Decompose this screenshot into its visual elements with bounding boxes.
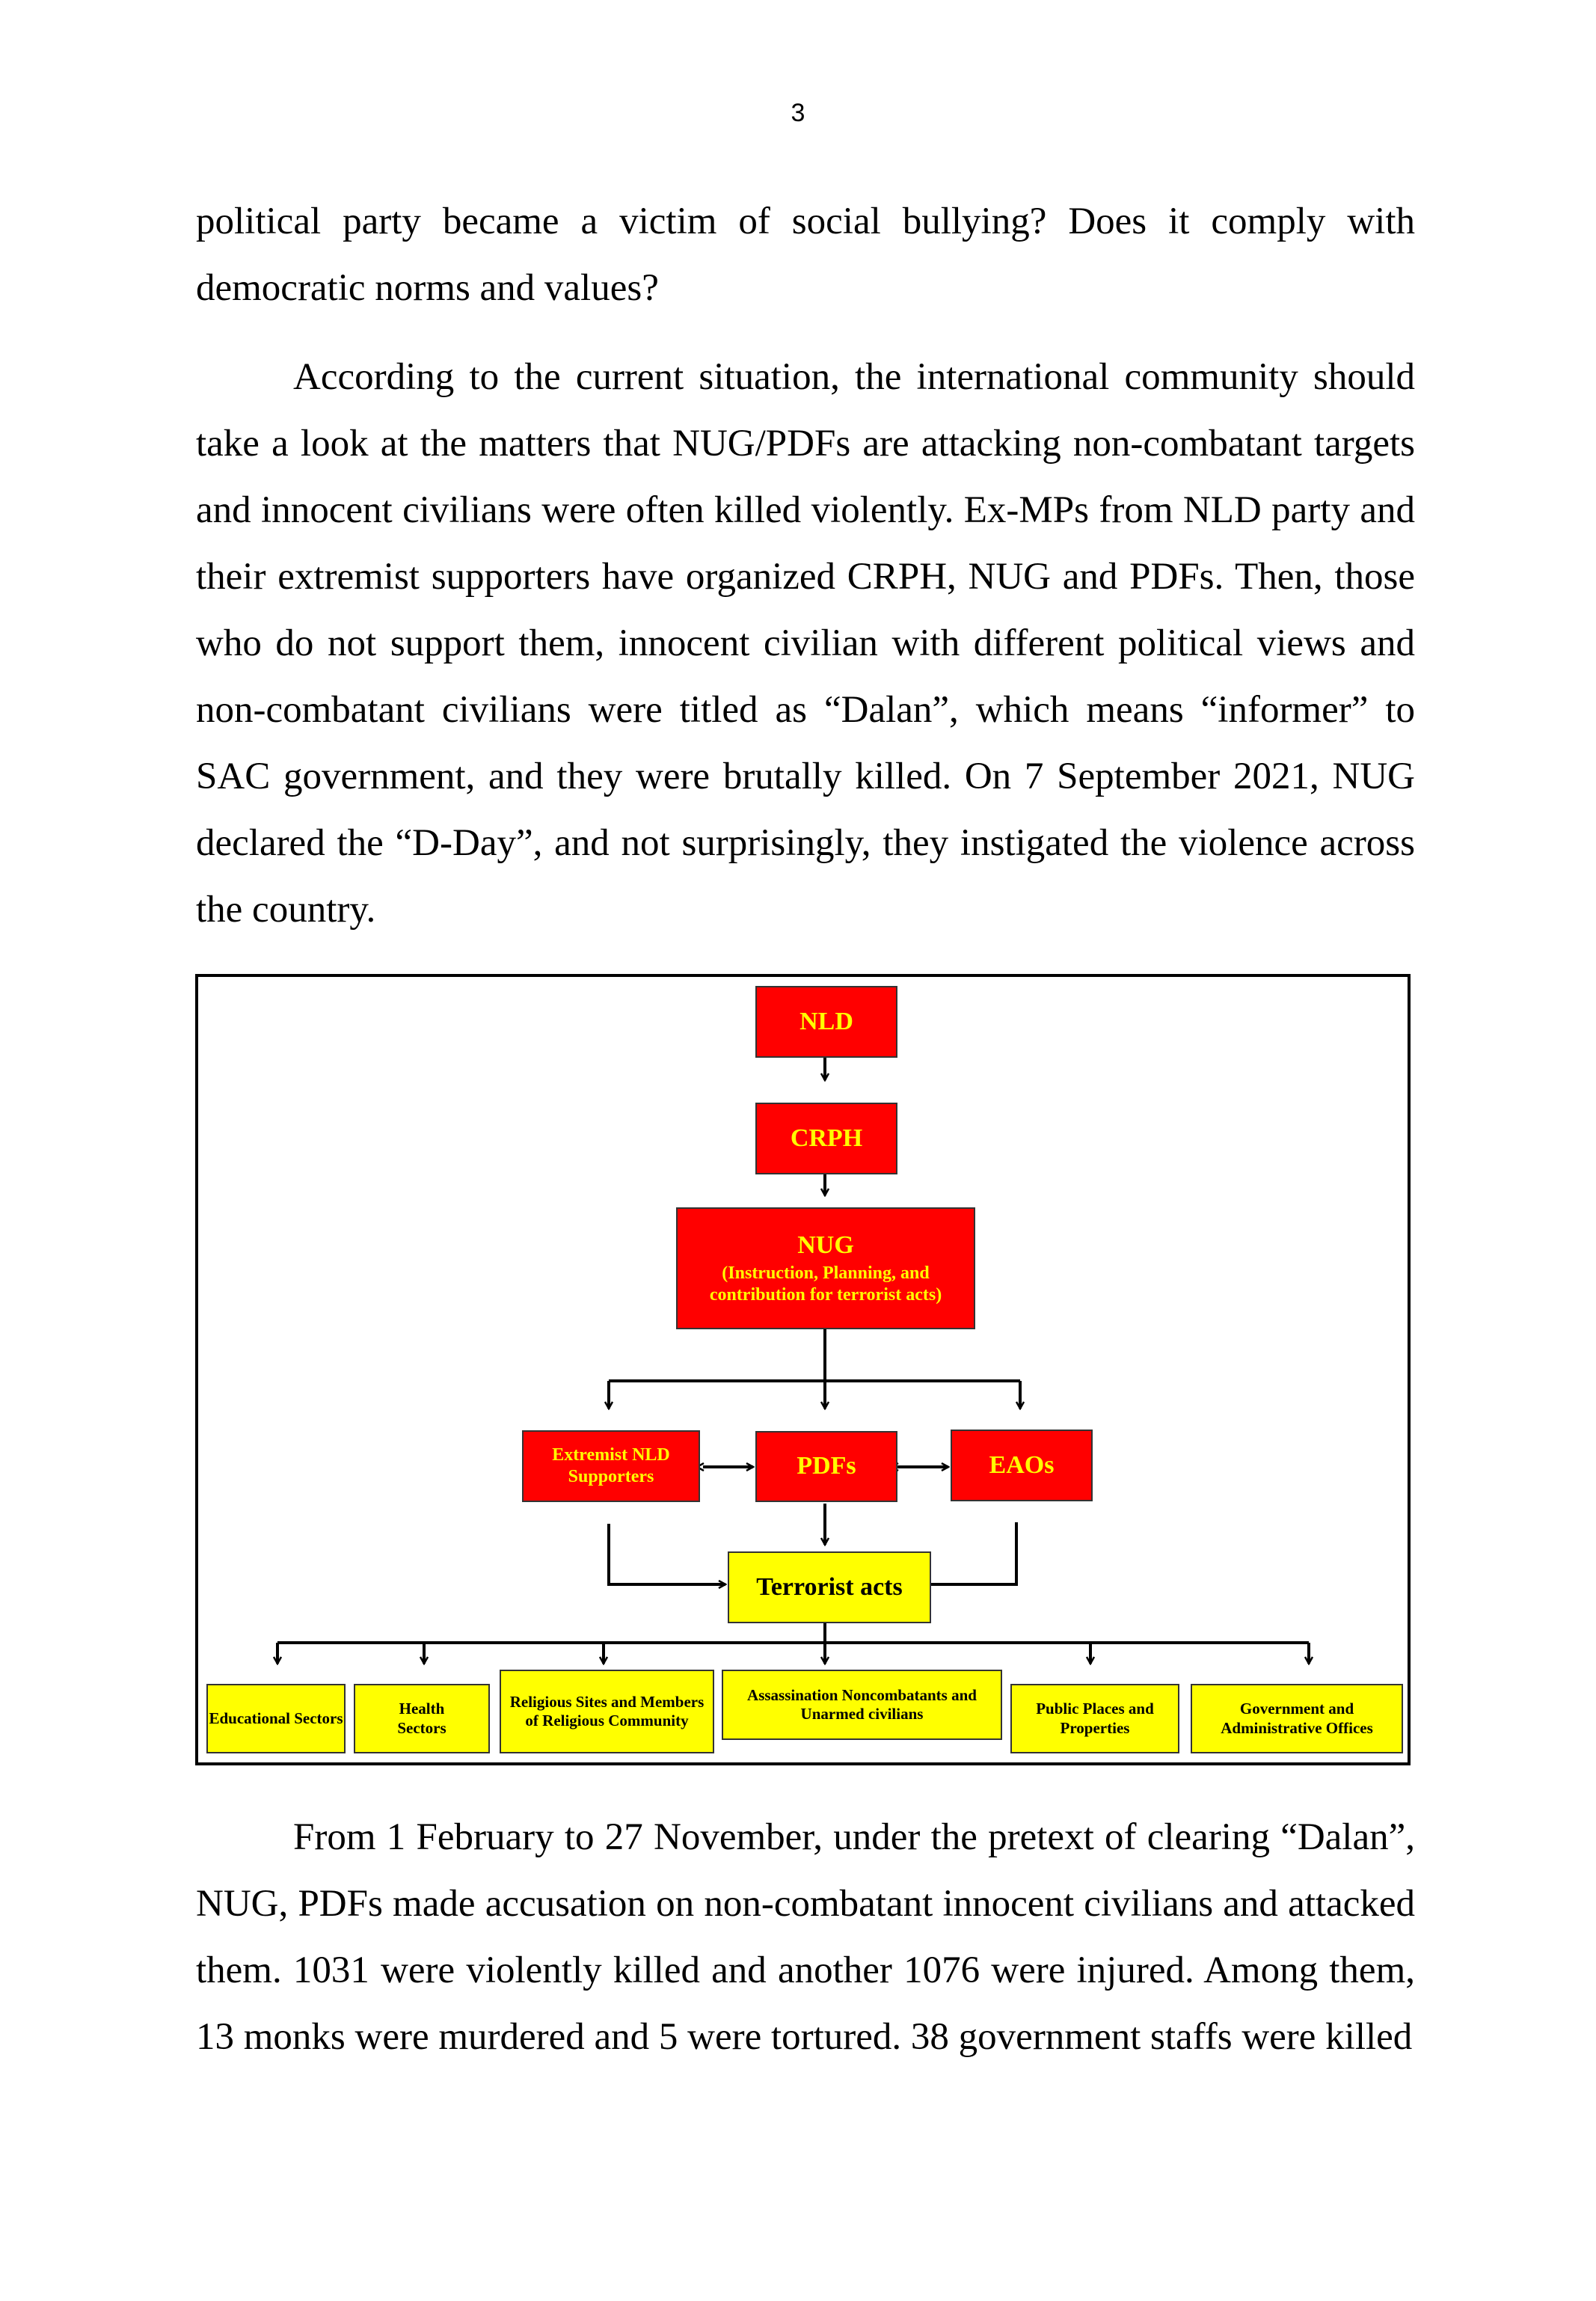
crph-label: CRPH	[790, 1124, 863, 1152]
educational-sectors-box	[206, 1684, 346, 1753]
government-label: Government and Administrative Offices	[1221, 1700, 1373, 1737]
organization-flow-diagram	[195, 974, 1411, 1765]
crph-box	[755, 1103, 897, 1174]
educational-label: Educational Sectors	[209, 1709, 343, 1727]
religious-label: Religious Sites and Members of Religious Community	[509, 1692, 705, 1729]
health-label: Health Sectors	[397, 1700, 446, 1737]
extremist-nld-supporters-box	[522, 1430, 700, 1502]
page-number: 3	[791, 99, 805, 127]
public-places-label: Public Places and Properties	[1036, 1700, 1154, 1737]
nug-title: NUG	[797, 1231, 854, 1260]
pdfs-box	[755, 1431, 897, 1502]
extremist-label: Extremist NLD Supporters	[552, 1445, 670, 1486]
nld-box	[755, 986, 897, 1058]
paragraph-1: political party became a victim of social bullying? Does it comply with democratic norms and values?	[196, 200, 1415, 309]
diagram-connectors	[198, 977, 1414, 1768]
terrorist-acts-label: Terrorist acts	[756, 1572, 903, 1601]
arrow-eaos-to-terrorist	[924, 1522, 1016, 1584]
eaos-label: EAOs	[989, 1450, 1055, 1479]
nld-label: NLD	[799, 1007, 853, 1035]
paragraph-2: According to the current situation, the international community should take a look at the matters that NUG/PDFs are attacking non-combatant targets and innocent civilians were often killed violently. Ex-MPs from NLD party and their extremist supporters have organized CRPH, NUG and PDFs. Then, those who do not support them, innocent civilian with different political views and non-combatant civilians were titled as “Dalan”, which means “informer” to SAC government, and they were brutally killed. On 7 September 2021, NUG declared the “D-Day”, and not surprisingly, they instigated the violence across the country.	[196, 356, 1415, 931]
assassination-label: Assassination Noncombatants and Unarmed civilians	[747, 1685, 977, 1723]
eaos-box	[951, 1430, 1093, 1501]
government-offices-box	[1191, 1684, 1403, 1753]
arrow-extremist-to-terrorist	[609, 1524, 725, 1584]
pdfs-label: PDFs	[797, 1452, 856, 1480]
assassination-box	[722, 1670, 1002, 1740]
terrorist-acts-box	[728, 1551, 931, 1623]
religious-sites-box	[500, 1670, 714, 1753]
nug-box	[676, 1207, 975, 1329]
nug-description: (Instruction, Planning, and contribution for terrorist acts)	[709, 1263, 942, 1305]
paragraph-3: From 1 February to 27 November, under the pretext of clearing “Dalan”, NUG, PDFs made accusation on non-combatant innocent civilians and attacked them. 1031 were violently killed and another 1076 were injured. Among them, 13 monks were murdered and 5 were tortured. 38 government staffs were killed	[196, 1816, 1415, 2058]
public-places-box	[1010, 1684, 1179, 1753]
health-sectors-box	[354, 1684, 490, 1753]
